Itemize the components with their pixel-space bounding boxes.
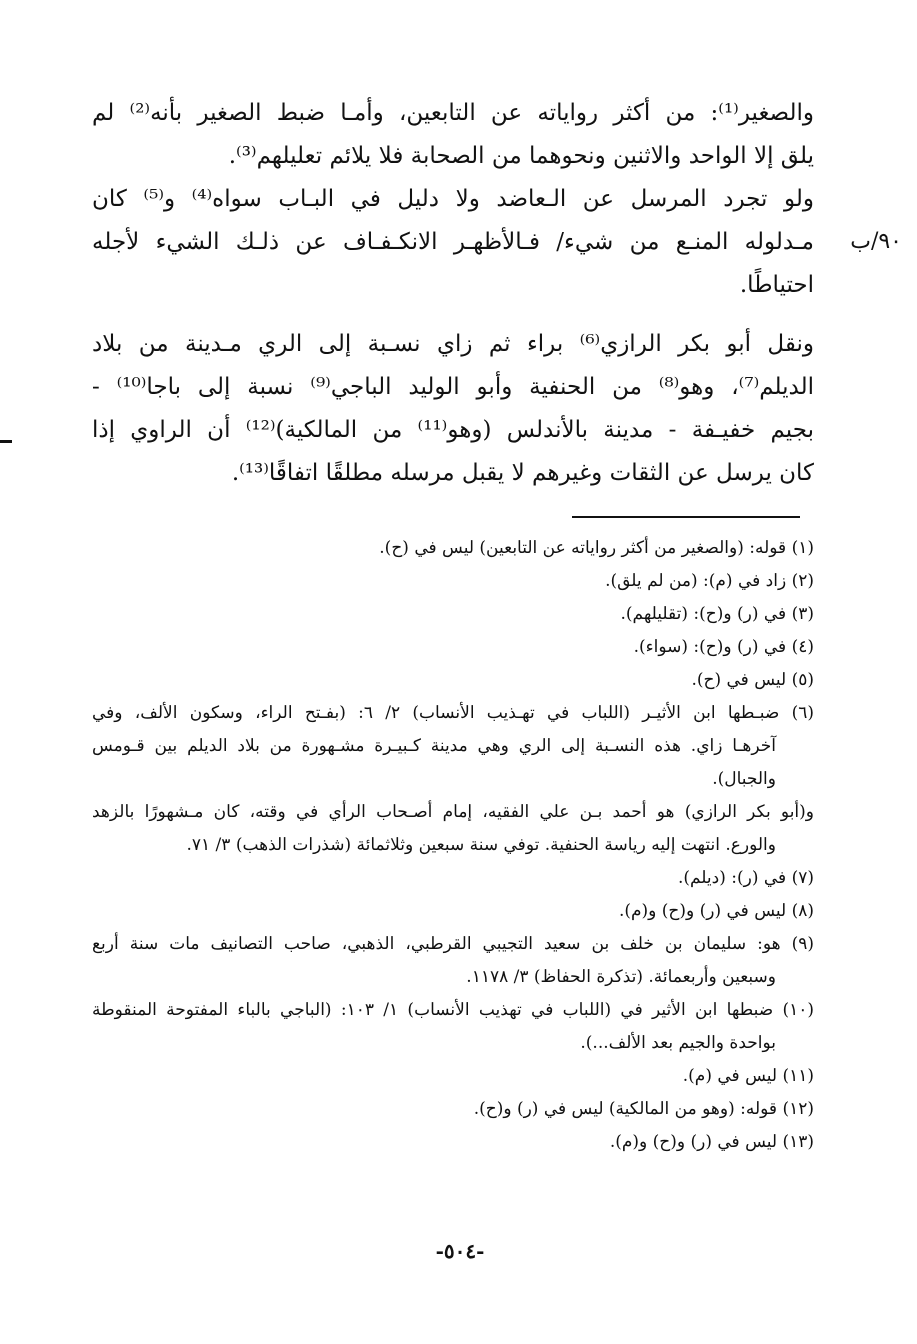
footnote-separator — [572, 516, 800, 518]
footnote-line: و(أبو بكر الرازي) هو أحمد بـن علي الفقيه، إمام أصـحاب الرأي في وقته، كان مـشهورًا بالزهد — [92, 802, 814, 822]
paragraph-gap — [92, 307, 814, 323]
footnote-line: (٢) زاد في (م): (من لم يلق). — [605, 571, 814, 591]
footnote-line: (٨) ليس في (ر) و(ح) و(م). — [618, 901, 814, 921]
footnote-line: والورع. انتهت إليه رياسة الحنفية. توفي سنة سبعين وثلاثمائة (شذرات الذهب) ٣/ ٧١. — [186, 835, 776, 855]
page-number: -٥٠٤- — [435, 1239, 485, 1263]
footnote-line: (٩) هو: سليمان بن خلف بن سعيد التجيبي القرطبي، الذهبي، صاحب التصانيف مات سنة أربع — [92, 934, 814, 954]
footnote-line: (٧) في (ر): (ديلم). — [677, 868, 814, 888]
footnote-line: (١٢) قوله: (وهو من المالكية) ليس في (ر) و(ح). — [473, 1099, 814, 1119]
footnote-line: (٣) في (ر) و(ح): (تقليلهم). — [620, 604, 814, 624]
main-line: والصغير⁽¹⁾: من أكثر رواياته عن التابعين، وأمـا ضبط الصغير بأنه⁽²⁾ لم — [92, 100, 814, 126]
footnote-line: والجبال). — [712, 769, 776, 789]
main-line: بجيم خفيـفة - مدينة بالأندلس (وهو⁽¹¹⁾ من المالكية)⁽¹²⁾ أن الراوي إذا — [92, 417, 814, 443]
main-line: كان يرسل عن الثقات وغيرهم لا يقبل مرسله مطلقًا اتفاقًا⁽¹³⁾. — [231, 460, 814, 486]
main-line: الديلم⁽⁷⁾، وهو⁽⁸⁾ من الحنفية وأبو الوليد الباجي⁽⁹⁾ نسبة إلى باجا⁽¹⁰⁾ - — [92, 374, 814, 400]
footnote-line: (١٠) ضبطها ابن الأثير في (اللباب في تهذيب الأنساب) ١/ ١٠٣: (الباجي بالباء المفتوحة المنقوطة — [92, 1000, 814, 1020]
footnote-line: (٦) ضبـطها ابن الأثيـر (اللباب في تهـذيب الأنساب) ٢/ ٦: (بفـتح الراء، وسكون الألف، وفي — [92, 703, 814, 723]
main-line: ونقل أبو بكر الرازي⁽⁶⁾ براء ثم زاي نسـبة إلى الري مـدينة من بلاد — [92, 331, 814, 357]
main-line: مـدلوله المنـع من شيء/ فـالأظهـر الانكـفـاف عن ذلـك الشيء لأجله — [92, 229, 814, 255]
main-line: يلق إلا الواحد والاثنين ونحوهما من الصحابة فلا يلائم تعليلهم⁽³⁾. — [228, 143, 814, 169]
main-line: ولو تجرد المرسل عن الـعاضد ولا دليل في البـاب سواه⁽⁴⁾ و⁽⁵⁾ كان — [92, 186, 814, 212]
main-text-block — [92, 92, 814, 495]
page-edge-mark — [0, 440, 12, 443]
footnote-line: وسبعين وأربعمائة. (تذكرة الحفاظ) ٣/ ١١٧٨. — [466, 967, 776, 987]
footnote-line: (١١) ليس في (م). — [682, 1066, 814, 1086]
footnotes-block — [92, 532, 814, 1159]
footnote-line: (٤) في (ر) و(ح): (سواء). — [633, 637, 814, 657]
footnote-line: (٥) ليس في (ح). — [691, 670, 814, 690]
footnote-line: بواحدة والجيم بعد الألف...). — [580, 1033, 776, 1053]
footnote-line: آخرهـا زاي. هذه النسـبة إلى الري وهي مدينة كـبيـرة مشـهورة من بلاد الديلم بين قـومس — [92, 736, 776, 756]
footnote-line: (١) قوله: (والصغير من أكثر رواياته عن التابعين) ليس في (ح). — [379, 538, 814, 558]
footnote-line: (١٣) ليس في (ر) و(ح) و(م). — [609, 1132, 814, 1152]
manuscript-folio-marker: ٩٠/ب — [850, 229, 902, 254]
main-line: احتياطًا. — [739, 272, 814, 298]
